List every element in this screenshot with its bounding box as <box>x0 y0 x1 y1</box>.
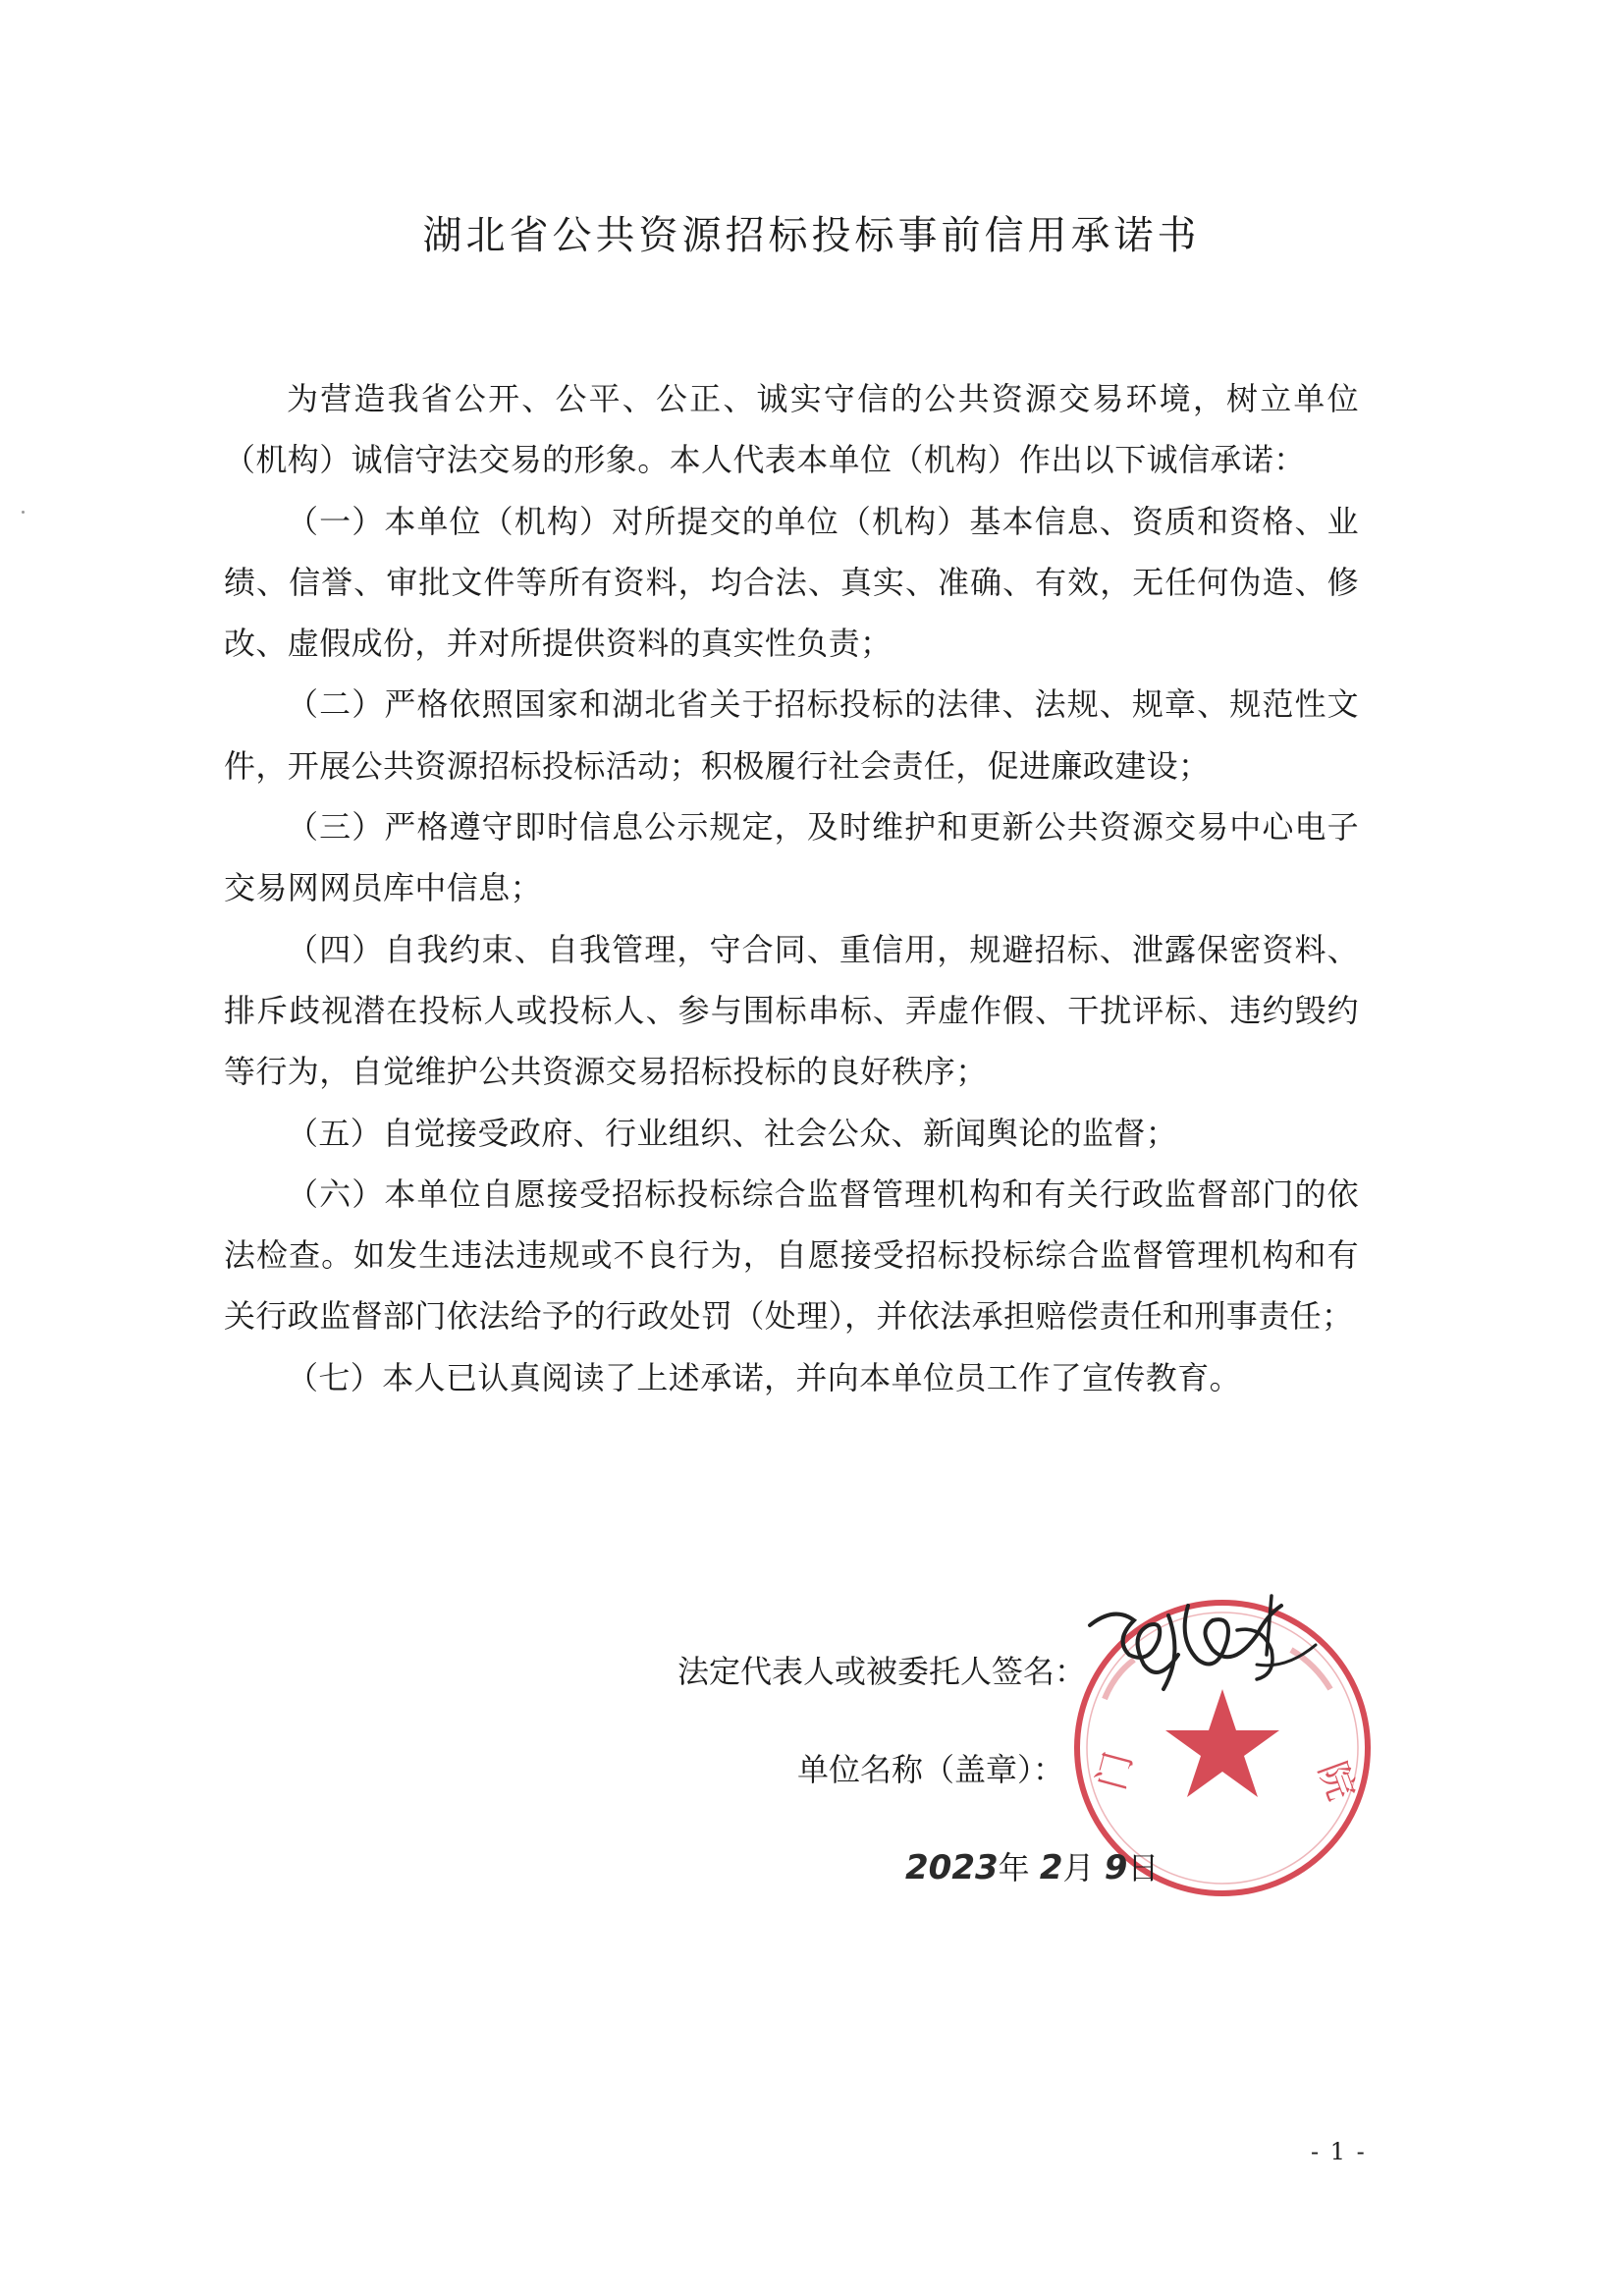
unit-name-seal-label: 单位名称（盖章）： <box>797 1751 1065 1788</box>
intro-paragraph: 为营造我省公开、公平、公正、诚实守信的公共资源交易环境，树立单位（机构）诚信守法交易的形象。本人代表本单位（机构）作出以下诚信承诺： <box>224 380 1359 479</box>
clause-3: （三）严格遵守即时信息公示规定，及时维护和更新公共资源交易中心电子交易网网员库中信息； <box>224 808 1359 907</box>
date-day: 9 <box>1104 1848 1128 1887</box>
signing-date <box>905 1846 1159 1889</box>
document-body <box>224 368 1359 1408</box>
seal-text-left: 门 <box>1089 1747 1141 1795</box>
date-year-unit: 年 <box>998 1849 1030 1886</box>
date-month-unit: 月 <box>1062 1849 1095 1886</box>
representative-signature-label: 法定代表人或被委托人签名： <box>677 1653 1087 1690</box>
seal-star-icon <box>1165 1689 1279 1797</box>
document-title: 湖北省公共资源招标投标事前信用承诺书 <box>422 213 1201 258</box>
clause-1: （一）本单位（机构）对所提交的单位（机构）基本信息、资质和资格、业绩、信誉、审批文件等所有资料，均合法、真实、准确、有效，无任何伪造、修改、虚假成份，并对所提供资料的真实性负责； <box>224 502 1359 663</box>
page-number: - 1 - <box>1311 2138 1367 2165</box>
seal-text-right: 院 <box>1310 1756 1364 1806</box>
clause-5: （五）自觉接受政府、行业组织、社会公众、新闻舆论的监督； <box>287 1114 1178 1152</box>
clause-4: （四）自我约束、自我管理，守合同、重信用，规避招标、泄露保密资料、排斥歧视潜在投标人或投标人、参与围标串标、弄虚作假、干扰评标、违约毁约等行为，自觉维护公共资源交易招标投标的良好秩序； <box>224 930 1359 1091</box>
date-year: 2023 <box>905 1848 999 1887</box>
date-day-unit: 日 <box>1127 1849 1160 1886</box>
handwritten-signature <box>1075 1586 1330 1704</box>
clause-2: （二）严格依照国家和湖北省关于招标投标的法律、法规、规章、规范性文件，开展公共资源招标投标活动；积极履行社会责任，促进廉政建设； <box>224 685 1359 785</box>
clause-7: （七）本人已认真阅读了上述承诺，并向本单位员工作了宣传教育。 <box>287 1358 1242 1396</box>
clause-6: （六）本单位自愿接受招标投标综合监督管理机构和有关行政监督部门的依法检查。如发生违法违规或不良行为，自愿接受招标投标综合监督管理机构和有关行政监督部门依法给予的行政处罚（处理），并依法承担赔偿责任和刑事责任； <box>224 1175 1359 1336</box>
scan-speck <box>22 511 25 514</box>
date-month: 2 <box>1039 1848 1063 1887</box>
